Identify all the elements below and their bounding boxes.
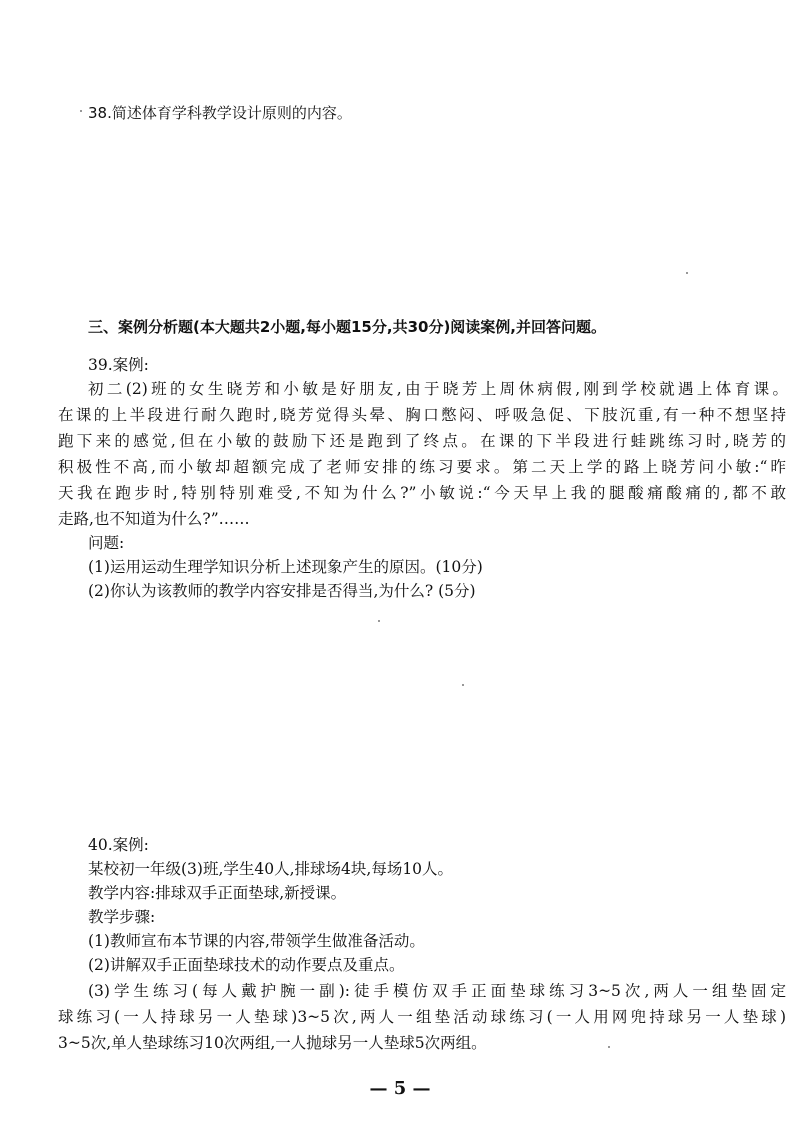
- q39-subquestion-1: (1)运用运动生理学知识分析上述现象产生的原因。(10分): [88, 558, 483, 576]
- q39-para-line-4: 积极性不高,而小敏却超额完成了老师安排的练习要求。第二天上学的路上晓芳问小敏:“昨: [58, 458, 786, 476]
- question-39-title: 39.案例:: [88, 356, 149, 374]
- q40-step-3-line-1: (3)学生练习(每人戴护腕一副):徒手模仿双手正面垫球练习3~5次,两人一组垫固定: [88, 982, 786, 1000]
- q40-step-2: (2)讲解双手正面垫球技术的动作要点及重点。: [88, 956, 405, 974]
- scan-speck: [686, 272, 688, 274]
- section-3-heading: 三、案例分析题(本大题共2小题,每小题15分,共30分)阅读案例,并回答问题。: [88, 318, 606, 336]
- scan-speck: [378, 620, 380, 622]
- q40-step-3-line-3: 3~5次,单人垫球练习10次两组,一人抛球另一人垫球5次两组。: [58, 1034, 487, 1052]
- scan-speck: [462, 684, 464, 686]
- q39-para-line-5: 天我在跑步时,特别特别难受,不知为什么?”小敏说:“今天早上我的腿酸痛酸痛的,都不敢: [58, 484, 786, 502]
- q40-line-2: 教学内容:排球双手正面垫球,新授课。: [88, 884, 347, 902]
- q39-para-line-6: 走路,也不知道为什么?”……: [58, 510, 250, 528]
- page-number: — 5 —: [369, 1078, 431, 1099]
- q39-para-line-2: 在课的上半段进行耐久跑时,晓芳觉得头晕、胸口憋闷、呼吸急促、下肢沉重,有一种不想坚持: [58, 406, 786, 424]
- q39-subquestion-2: (2)你认为该教师的教学内容安排是否得当,为什么? (5分): [88, 582, 476, 600]
- question-38: 38.简述体育学科教学设计原则的内容。: [88, 104, 352, 122]
- scan-speck: [80, 110, 82, 112]
- q40-line-3: 教学步骤:: [88, 908, 156, 926]
- q40-step-3-line-2: 球练习(一人持球另一人垫球)3~5次,两人一组垫活动球练习(一人用网兜持球另一人垫球): [58, 1008, 786, 1026]
- q39-para-line-1: 初二(2)班的女生晓芳和小敏是好朋友,由于晓芳上周休病假,刚到学校就遇上体育课。: [88, 380, 788, 398]
- q39-question-label: 问题:: [88, 534, 125, 552]
- q40-step-1: (1)教师宣布本节课的内容,带领学生做准备活动。: [88, 932, 425, 950]
- scan-speck: [608, 1046, 610, 1048]
- q40-line-1: 某校初一年级(3)班,学生40人,排球场4块,每场10人。: [88, 860, 454, 878]
- q39-para-line-3: 跑下来的感觉,但在小敏的鼓励下还是跑到了终点。在课的下半段进行蛙跳练习时,晓芳的: [58, 432, 786, 450]
- question-40-title: 40.案例:: [88, 836, 149, 854]
